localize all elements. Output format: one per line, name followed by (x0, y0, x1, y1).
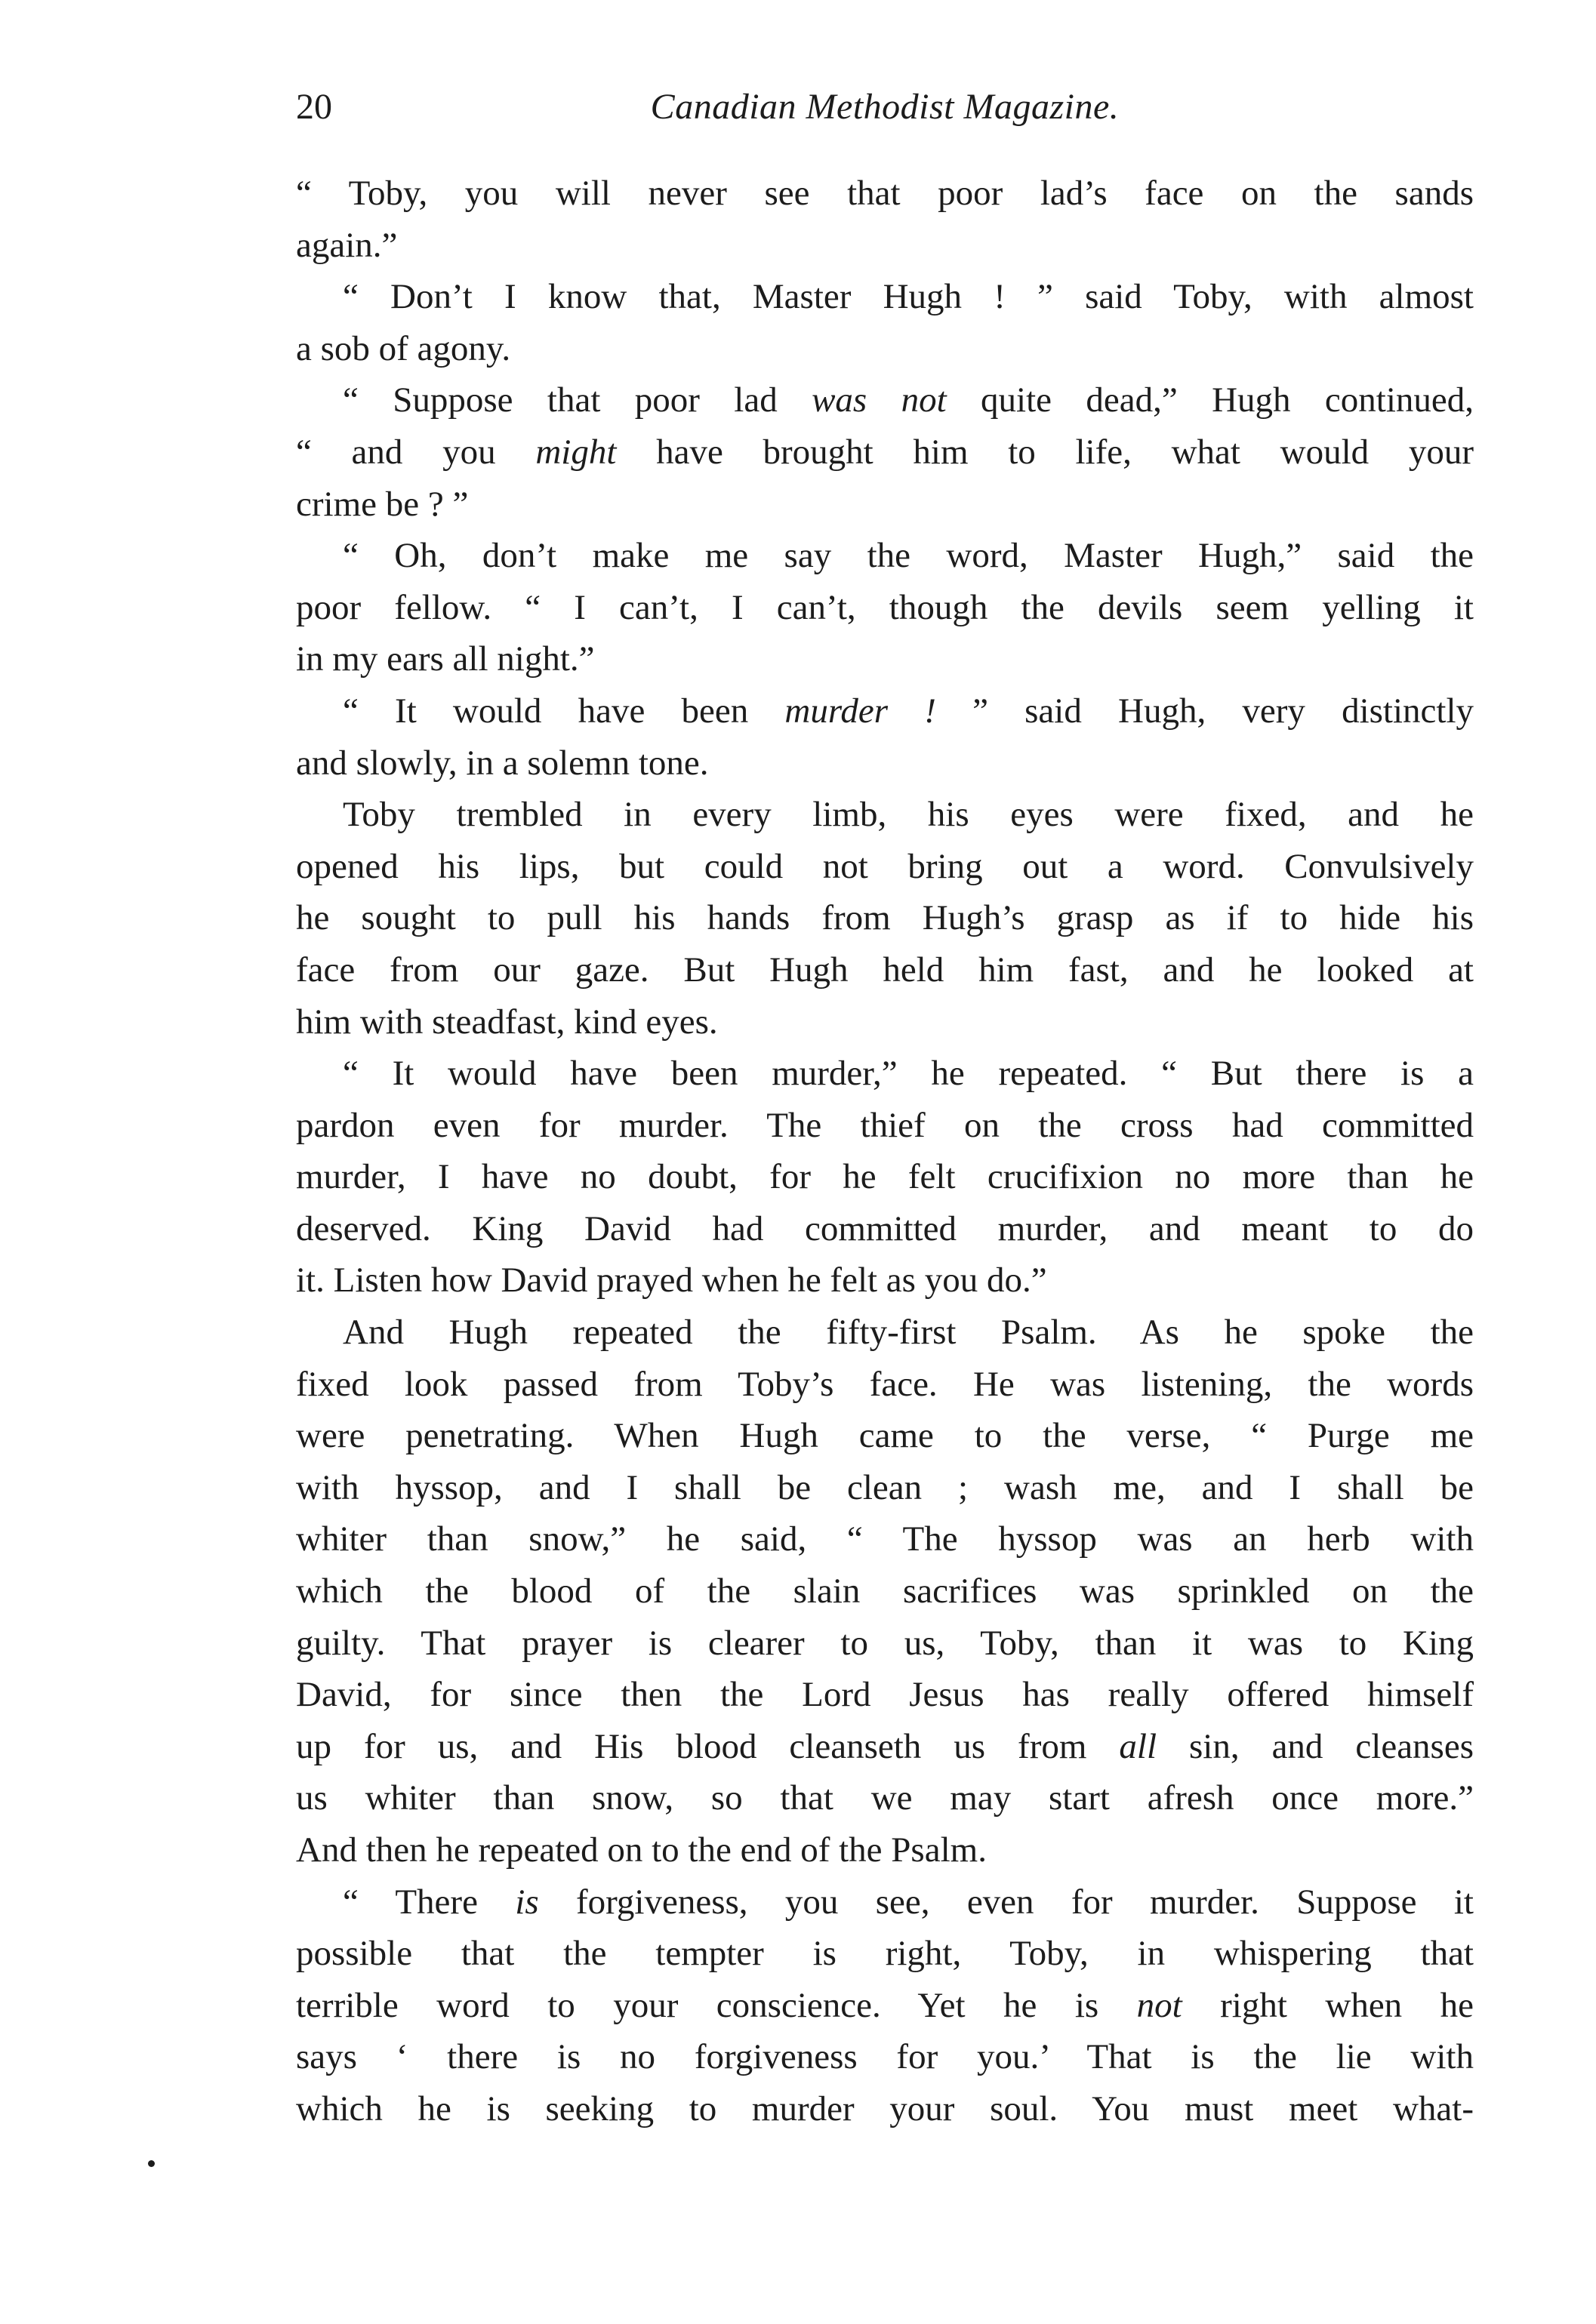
text-line: “ It would have been murder ! ” said Hugh, very distinctly (343, 691, 1474, 731)
text-line: “ It would have been murder,” he repeated. “ But there is a (343, 1054, 1474, 1094)
text-line: David, for since then the Lord Jesus has really offered himself (296, 1675, 1474, 1715)
text-line: which the blood of the slain sacrifices was sprinkled on the (296, 1571, 1474, 1611)
italic-emphasis: was not (812, 380, 947, 420)
text-line: And Hugh repeated the fifty-first Psalm. As he spoke the (343, 1313, 1474, 1353)
text-line: crime be ? ” (296, 484, 469, 524)
page-number: 20 (296, 87, 332, 127)
text-line: guilty. That prayer is clearer to us, Toby, than it was to King (296, 1623, 1474, 1663)
italic-emphasis: is (515, 1882, 539, 1922)
text-line: in my ears all night.” (296, 639, 595, 679)
text-line: “ Suppose that poor lad was not quite dead,” Hugh continued, (343, 380, 1474, 420)
text-line: pardon even for murder. The thief on the cross had committed (296, 1105, 1474, 1145)
text-line: were penetrating. When Hugh came to the verse, “ Purge me (296, 1416, 1474, 1456)
text-line: a sob of agony. (296, 328, 511, 368)
text-line: says ‘ there is no forgiveness for you.’ That is the lie with (296, 2037, 1474, 2077)
text-line: “ Oh, don’t make me say the word, Master Hugh,” said the (343, 536, 1474, 576)
text-line: “ Toby, you will never see that poor lad’s face on the sands (296, 174, 1474, 213)
text-line: with hyssop, and I shall be clean ; wash me, and I shall be (296, 1467, 1474, 1507)
text-line: he sought to pull his hands from Hugh’s grasp as if to hide his (296, 898, 1474, 938)
text-line: And then he repeated on to the end of the Psalm. (296, 1830, 987, 1870)
text-line: opened his lips, but could not bring out a word. Convulsively (296, 846, 1474, 886)
text-line: “ and you might have brought him to life, what would your (296, 432, 1474, 472)
text-line: terrible word to your conscience. Yet he is not right when he (296, 1985, 1474, 2025)
running-header (296, 77, 1474, 137)
text-line: again.” (296, 225, 398, 265)
text-line: us whiter than snow, so that we may start afresh once more.” (296, 1778, 1474, 1818)
text-line: possible that the tempter is right, Toby, in whispering that (296, 1934, 1474, 1974)
text-line: poor fellow. “ I can’t, I can’t, though the devils seem yelling it (296, 587, 1474, 627)
text-line: “ There is forgiveness, you see, even for murder. Suppose it (343, 1882, 1474, 1922)
text-line: it. Listen how David prayed when he felt as you do.” (296, 1261, 1047, 1301)
text-line: him with steadfast, kind eyes. (296, 1002, 718, 1042)
text-line: up for us, and His blood cleanseth us from all sin, and cleanses (296, 1726, 1474, 1766)
text-line: whiter than snow,” he said, “ The hyssop was an herb with (296, 1519, 1474, 1559)
ink-speck (148, 2160, 155, 2167)
text-line: murder, I have no doubt, for he felt crucifixion no more than he (296, 1157, 1474, 1197)
italic-emphasis: might (535, 432, 617, 472)
running-title: Canadian Methodist Magazine. (650, 87, 1120, 127)
text-line: fixed look passed from Toby’s face. He was listening, the words (296, 1364, 1474, 1404)
text-line: face from our gaze. But Hugh held him fast, and he looked at (296, 950, 1474, 990)
italic-emphasis: murder ! (784, 691, 936, 731)
body-text (296, 168, 1474, 2135)
text-line: Toby trembled in every limb, his eyes were fixed, and he (343, 795, 1474, 835)
text-line: “ Don’t I know that, Master Hugh ! ” said Toby, with almost (343, 277, 1474, 317)
text-line: deserved. King David had committed murder, and meant to do (296, 1208, 1474, 1248)
text-line: which he is seeking to murder your soul. You must meet what- (296, 2089, 1474, 2129)
italic-emphasis: not (1136, 1985, 1182, 2025)
italic-emphasis: all (1119, 1726, 1157, 1766)
text-line: and slowly, in a solemn tone. (296, 743, 709, 783)
